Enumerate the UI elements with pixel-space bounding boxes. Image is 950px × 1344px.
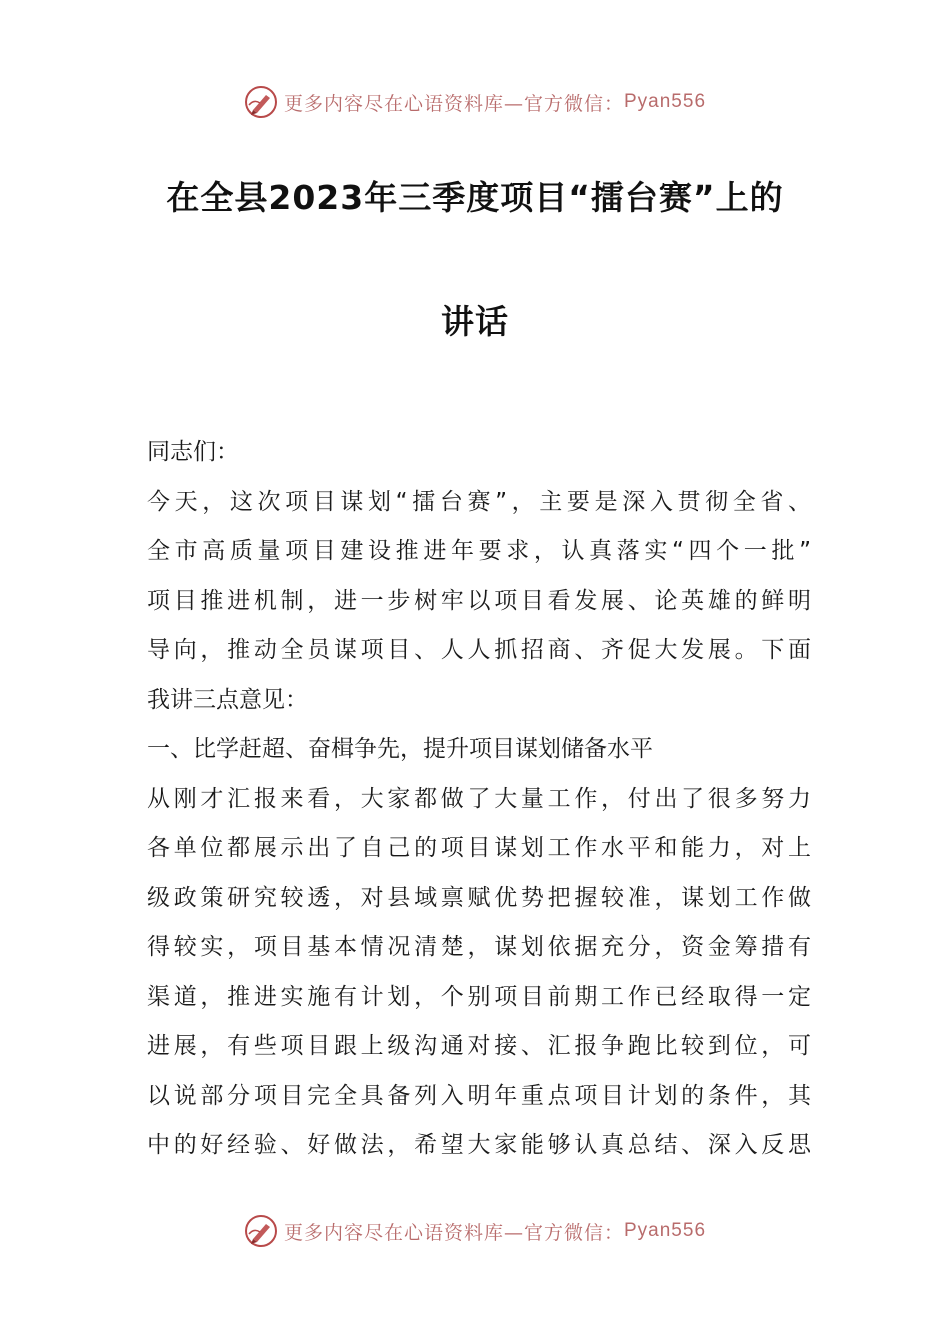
body-line: 导向，推动全员谋项目、人人抓招商、齐促大发展。下面 bbox=[147, 637, 811, 663]
body-line: 从刚才汇报来看，大家都做了大量工作，付出了很多努力 bbox=[147, 785, 811, 812]
watermark-id: Pyan556 bbox=[624, 91, 707, 112]
pen-logo-icon bbox=[244, 85, 278, 119]
watermark-footer bbox=[0, 1211, 950, 1251]
section-heading: 一、比学赶超、奋楫争先，提升项目谋划储备水平 bbox=[147, 736, 653, 762]
body-line: 全市高质量项目建设推进年要求，认真落实“四个一批” bbox=[147, 538, 811, 564]
body-line: 进展，有些项目跟上级沟通对接、汇报争跑比较到位，可 bbox=[147, 1033, 811, 1059]
watermark-header bbox=[0, 82, 950, 122]
body-line: 各单位都展示出了自己的项目谋划工作水平和能力，对上 bbox=[147, 835, 811, 861]
body-line: 今天，这次项目谋划“擂台赛”，主要是深入贯彻全省、 bbox=[147, 488, 811, 515]
body-line: 同志们： bbox=[147, 439, 239, 465]
body-line: 级政策研究较透，对县域禀赋优势把握较准，谋划工作做 bbox=[147, 884, 811, 911]
document-title-line-1: 在全县2023年三季度项目“擂台赛”上的 bbox=[166, 178, 784, 217]
pen-logo-icon bbox=[244, 1214, 278, 1248]
body-line: 中的好经验、好做法，希望大家能够认真总结、深入反思 bbox=[147, 1132, 811, 1158]
body-line: 渠道，推进实施有计划，个别项目前期工作已经取得一定 bbox=[147, 983, 811, 1010]
body-line: 以说部分项目完全具备列入明年重点项目计划的条件，其 bbox=[147, 1082, 811, 1109]
watermark-text: 更多内容尽在心语资料库—官方微信： bbox=[283, 1221, 624, 1244]
body-line: 项目推进机制，进一步树牢以项目看发展、论英雄的鲜明 bbox=[147, 587, 811, 614]
body-line: 得较实，项目基本情况清楚，谋划依据充分，资金筹措有 bbox=[147, 934, 811, 960]
watermark-text: 更多内容尽在心语资料库—官方微信： bbox=[283, 92, 624, 115]
watermark-id: Pyan556 bbox=[624, 1220, 707, 1241]
document-title-line-2: 讲话 bbox=[441, 302, 509, 341]
body-line: 我讲三点意见： bbox=[147, 686, 308, 713]
document-body bbox=[147, 428, 811, 1171]
